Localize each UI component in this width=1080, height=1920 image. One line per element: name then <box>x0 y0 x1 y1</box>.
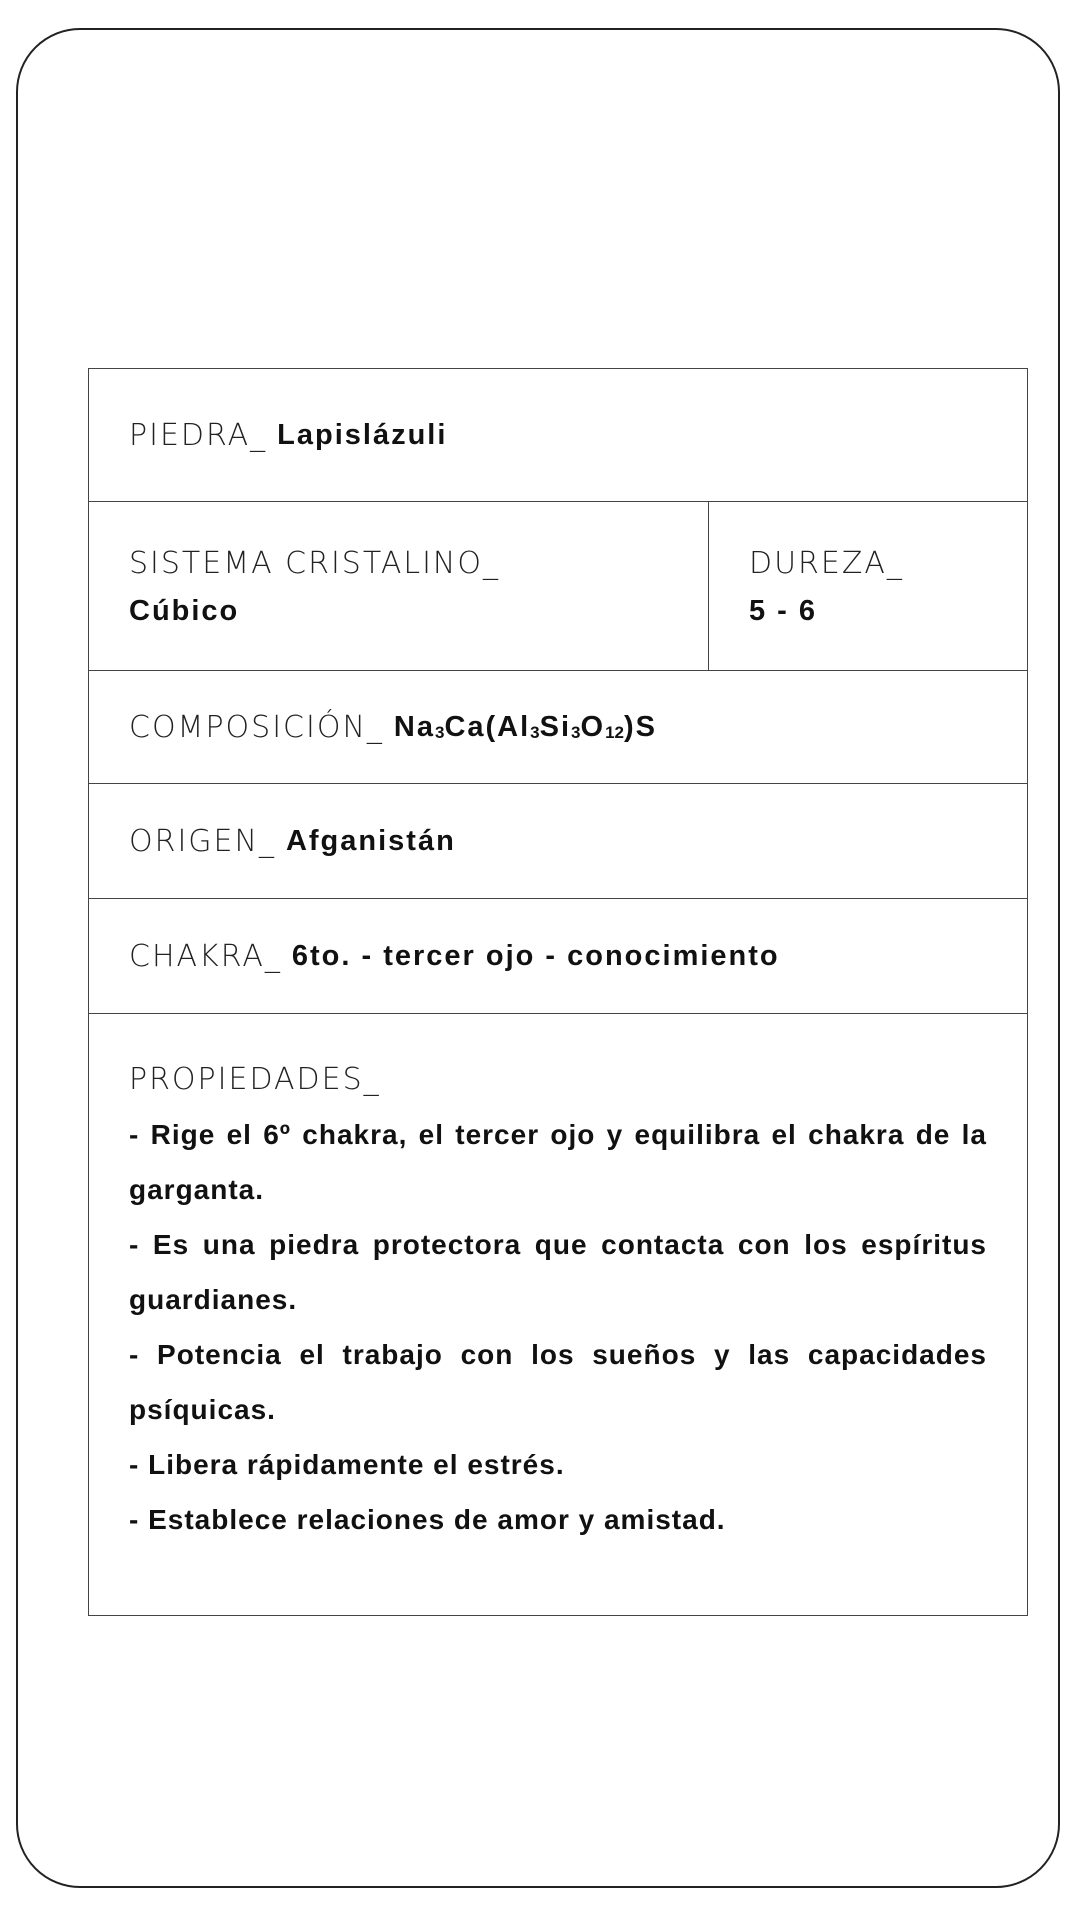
chakra-value: 6to. - tercer ojo - conocimiento <box>291 939 780 972</box>
origen-value: Afganistán <box>285 824 456 857</box>
list-item: - Establece relaciones de amor y amistad. <box>129 1504 726 1535</box>
propiedades-label: PROPIEDADES_ <box>129 1062 381 1097</box>
composicion-formula <box>394 711 657 744</box>
dureza-cell <box>709 502 1027 670</box>
sistema-value: Cúbico <box>129 595 240 627</box>
list-item: - Potencia el trabajo con los sueños y las capacidades psíquicas. <box>129 1339 987 1425</box>
row-chakra <box>89 899 1027 1014</box>
chakra-label: CHAKRA_ <box>129 938 282 974</box>
row-origen <box>89 784 1027 899</box>
row-sistema-dureza <box>89 502 1027 671</box>
origen-label: ORIGEN_ <box>129 823 276 859</box>
formula-part: Si <box>539 710 572 743</box>
formula-subscript: 3 <box>530 722 540 742</box>
stone-info-table <box>88 368 1028 1616</box>
dureza-value: 5 - 6 <box>749 595 818 627</box>
propiedades-list <box>129 1107 987 1547</box>
sistema-cell <box>89 502 709 670</box>
stone-info-card <box>16 28 1060 1888</box>
list-item: - Libera rápidamente el estrés. <box>129 1449 565 1480</box>
formula-part: )S <box>624 710 657 743</box>
piedra-label: PIEDRA_ <box>129 417 268 453</box>
formula-subscript: 12 <box>605 722 624 742</box>
sistema-label: SISTEMA CRISTALINO_ <box>129 546 500 581</box>
row-piedra <box>89 369 1027 502</box>
composicion-label: COMPOSICIÓN_ <box>129 709 384 745</box>
formula-part: Ca(Al <box>444 710 531 743</box>
piedra-value: Lapislázuli <box>277 418 448 451</box>
list-item: - Es una piedra protectora que contacta con los espíritus guardianes. <box>129 1229 987 1315</box>
formula-subscript: 3 <box>434 722 445 742</box>
row-composicion <box>89 671 1027 784</box>
list-item: - Rige el 6º chakra, el tercer ojo y equilibra el chakra de la garganta. <box>129 1119 987 1205</box>
formula-subscript: 3 <box>571 722 581 742</box>
dureza-label: DUREZA_ <box>749 546 904 581</box>
formula-part: Na <box>393 710 435 743</box>
row-propiedades <box>89 1014 1027 1615</box>
formula-part: O <box>580 710 606 743</box>
